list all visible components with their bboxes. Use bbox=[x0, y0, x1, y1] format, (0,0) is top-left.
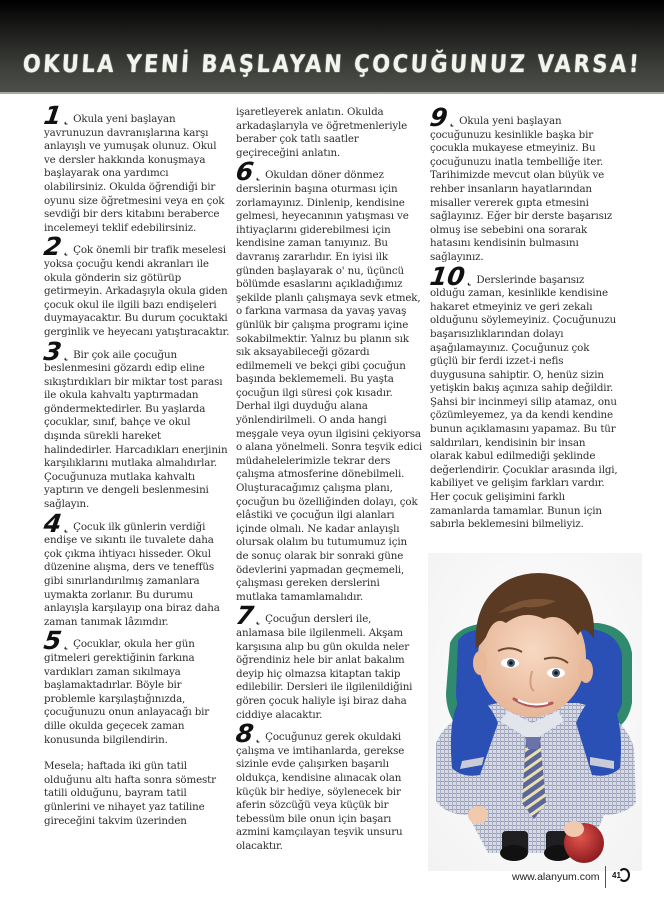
page-header bbox=[0, 0, 664, 93]
tip-5 bbox=[42, 626, 230, 828]
article-column-3 bbox=[428, 103, 620, 534]
tip-7 bbox=[234, 601, 422, 722]
tip-number-dot: ˛ bbox=[254, 728, 262, 745]
tip-text-continued: Mesela; haftada iki gün tatil olduğunu altı hafta sonra sömestr tatili olduğunu, bayram tatil günlerini ve nihayet yaz tatiline gireceğini takvim üzerinden bbox=[44, 760, 216, 827]
tip-text: Okuldan döner dönmez derslerinin başına oturması için zorlamayınız. Dinlenip, kendisine gelmesi, heyecanının yatışması ve ihtiyaçlarını giderebilmesi için kendisine zaman tanıyınız. Bu davranış zararlıdır. En iyisi ilk günden başlayarak o' nu, üçüncü bölümde esaslarını açıkladığımız şekilde planlı çalışmaya sevk etmek, o farkına varmasa da yavaş yavaş günlük bir çalışma programı içine sokabilmektir. Yalnız bu planın sık sık aksayabileceği gözardı edilmemeli ve bekçi gibi çocuğun başında beklememeli. Bu yaşta çocuğun ilgi süresi çok kısadır. Derhal ilgi duyduğu alana yönlendirilmeli. O anda hangi meşgale veya oyun ilgisini çekiyorsa o alana yönelmeli. Sonra teşvik edici müdahelelerimizle tekrar ders çalışma atmosferine dönebilmeli. Oluşturacağımız çalışma planı, çocuğun bu özelliğinden dolayı, çok elâstiki ve çocuğun ilgi alanları içinde olmalı. Ne kadar anlayışlı olursak olalım bu tutumumuz için de sonuç olarak bir sonraki güne ödevlerini yapmadan geçmemeli, çalışması gereken derslerini mutlaka tamamlamalıdır. bbox=[236, 169, 422, 603]
tip-number: 3 bbox=[42, 336, 64, 366]
page-number: 41 bbox=[612, 871, 621, 880]
tip-number: 8 bbox=[234, 719, 256, 749]
tip-number-dot: ˛ bbox=[62, 517, 70, 534]
tip-3 bbox=[42, 336, 230, 512]
tip-4 bbox=[42, 508, 230, 630]
tip-number-dot: ˛ bbox=[448, 112, 456, 128]
page-number-badge bbox=[612, 868, 630, 884]
tip-number: 7 bbox=[234, 601, 256, 631]
tip-6 bbox=[234, 157, 422, 604]
tip-text: Çocuğun dersleri ile, anlamasa bile ilgilenmeli. Akşam karşısına alıp bu gün okulda neler öğrendiniz hele bir anlat bakalım deyip hiç olmazsa kitaptan takip edilebilir. Dersleri ile ilgilenildiğini gören çocuk haliyle işi biraz daha ciddiye alacaktır. bbox=[236, 613, 413, 721]
tip-text-continued: işaretleyerek anlatın. Okulda arkadaşlarıyla ve öğretmenleriyle beraber çok tatlı saatler geçireceğini anlatın. bbox=[236, 106, 408, 159]
tip-5-continued bbox=[236, 106, 422, 160]
tip-number: 6 bbox=[234, 157, 256, 187]
tip-text: Çocuk ilk günlerin verdiği endişe ve sıkıntı ile tuvalete daha çok çıkma ihtiyacı hisseder. Okul düzenine alışma, ders ve teneffüs gibi sınırlandırılmış zamanlara uymakta zorlanır. Bu durumu anlayışla karşılayıp ona biraz daha zaman tanımak lâzımdır. bbox=[44, 520, 220, 628]
header-divider bbox=[0, 92, 664, 94]
page-title: OKULA YENİ BAŞLAYAN ÇOCUĞUNUZ VARSA! bbox=[21, 50, 643, 78]
tip-8 bbox=[234, 719, 422, 853]
tip-text: Çocuklar, okula her gün gitmeleri gerektiğinin farkına vardıkları zaman sıkılmaya başlamaktadırlar. Böyle bir problemle karşılaştığınızda, çocuğunuzu onun anlayacağı bir dille okulda geçecek zaman konusunda bilgilendirin. bbox=[44, 638, 210, 746]
tip-number-dot: ˛ bbox=[254, 166, 262, 183]
article-column-1 bbox=[42, 101, 230, 830]
tip-2 bbox=[42, 232, 230, 339]
tip-number-dot: ˛ bbox=[254, 610, 262, 627]
website-url: www.alanyum.com bbox=[512, 871, 600, 883]
tip-number: 9 bbox=[428, 103, 450, 132]
boy-with-backpack-photo bbox=[428, 553, 642, 871]
tip-text: Çocuğunuz gerek okuldaki çalışma ve imtihanlarda, gerekse sizinle evde çalışırken başarılı oldukça, kendisine alınacak olan küçük bir hediye, söylenecek bir aferin sözcüğü veya küçük bir tebessüm bile onun için başarı azmini kamçılayan teşvik unsuru olacaktır. bbox=[236, 731, 405, 852]
tip-number: 5 bbox=[42, 626, 64, 656]
tip-number-dot: ˛ bbox=[62, 110, 70, 126]
tip-number-dot: ˛ bbox=[62, 241, 70, 258]
tip-number: 1 bbox=[42, 101, 64, 130]
tip-number-dot: ˛ bbox=[465, 270, 473, 287]
footer-divider bbox=[605, 866, 606, 888]
tip-text: Çok önemli bir trafik meselesi yoksa çocuğu kendi akranları ile okula gönderin siz götürüp getirmeyin. Arkadaşıyla okula giden çocuk okul ile ilgili bazı endişeleri duymayacaktır. Bu durum çocuktaki gerginlik ve heyecanı yatıştıracaktır. bbox=[44, 244, 230, 338]
tip-number: 2 bbox=[42, 232, 64, 262]
tip-number: 4 bbox=[42, 508, 64, 538]
tip-1 bbox=[42, 101, 230, 235]
tip-number-dot: ˛ bbox=[62, 635, 70, 652]
article-column-2 bbox=[236, 106, 422, 855]
tip-number: 10 bbox=[428, 261, 467, 291]
tip-9 bbox=[428, 103, 620, 265]
tip-text: Bir çok aile çocuğun beslenmesini gözardı edip eline sıkıştırdıkları bir miktar tost parası ile okula kahvaltı yaptırmadan göndermektedirler. Bu yaşlarda çocuklar, sınıf, bahçe ve okul dışında sürekli hareket halindedirler. Harcadıkları enerjinin karşılıklarını mutlaka almalıdırlar. Çocuğunuza mutlaka kahvaltı yaptırın ve dengeli beslenmesini sağlayın. bbox=[44, 348, 228, 511]
tip-number-dot: ˛ bbox=[62, 345, 70, 362]
tip-text: Derslerinde başarısız olduğu zaman, kesinlikle kendisine hakaret etmeyiniz ve geri zekalı olduğunu söylemeyiniz. Çocuğunuzu başarısızlıklarından dolayı aşağılamayınız. Çocuğunuz çok güçlü bir ferdi izzet-i nefis duygusuna sahiptir. O, henüz sizin yetişkin bakış açınıza sahip değildir. Şahsi bir incinmeyi silip atamaz, onu çözümleyemez, ya da kendi kendine bunun açıklamasını yapamaz. Bu tür saldırıları, kendisinin bir insan olarak kabul edilmediği şeklinde değerlendirir. Çocuklar arasında ilgi, kabiliyet ve gelişim farkları vardır. Her çocuk gelişimini farklı zamanlarda tamamlar. Bunun için sabırla beklemesini bilmeliyiz. bbox=[430, 273, 618, 531]
tip-text: Okula yeni başlayan yavrunuzun davranışlarına karşı anlayışlı ve yumuşak olunuz. Okul ve dersler hakkında konuşmaya başlayarak ona yardımcı olabilirsiniz. Okulda öğrendiği bir oyunu size öğretmesini veya en çok sevdiği bir ders kitabını beraberce incelemeyi teklif edebilirsiniz. bbox=[44, 113, 225, 234]
tip-10 bbox=[428, 261, 620, 532]
tip-text: Okula yeni başlayan çocuğunuzu kesinlikle başka bir çocukla mukayese etmeyiniz. Bu çocuğunuzu inatla tembelliğe iter. Tarihimizde mevcut olan büyük ve rehber insanların hayatlarından misaller vererek gıpta etmesini sağlayınız. Eğer bir derste başarısız olmuş ise sebebini ona sorarak hatasını kendisinin bulmasını sağlayınız. bbox=[430, 115, 613, 263]
